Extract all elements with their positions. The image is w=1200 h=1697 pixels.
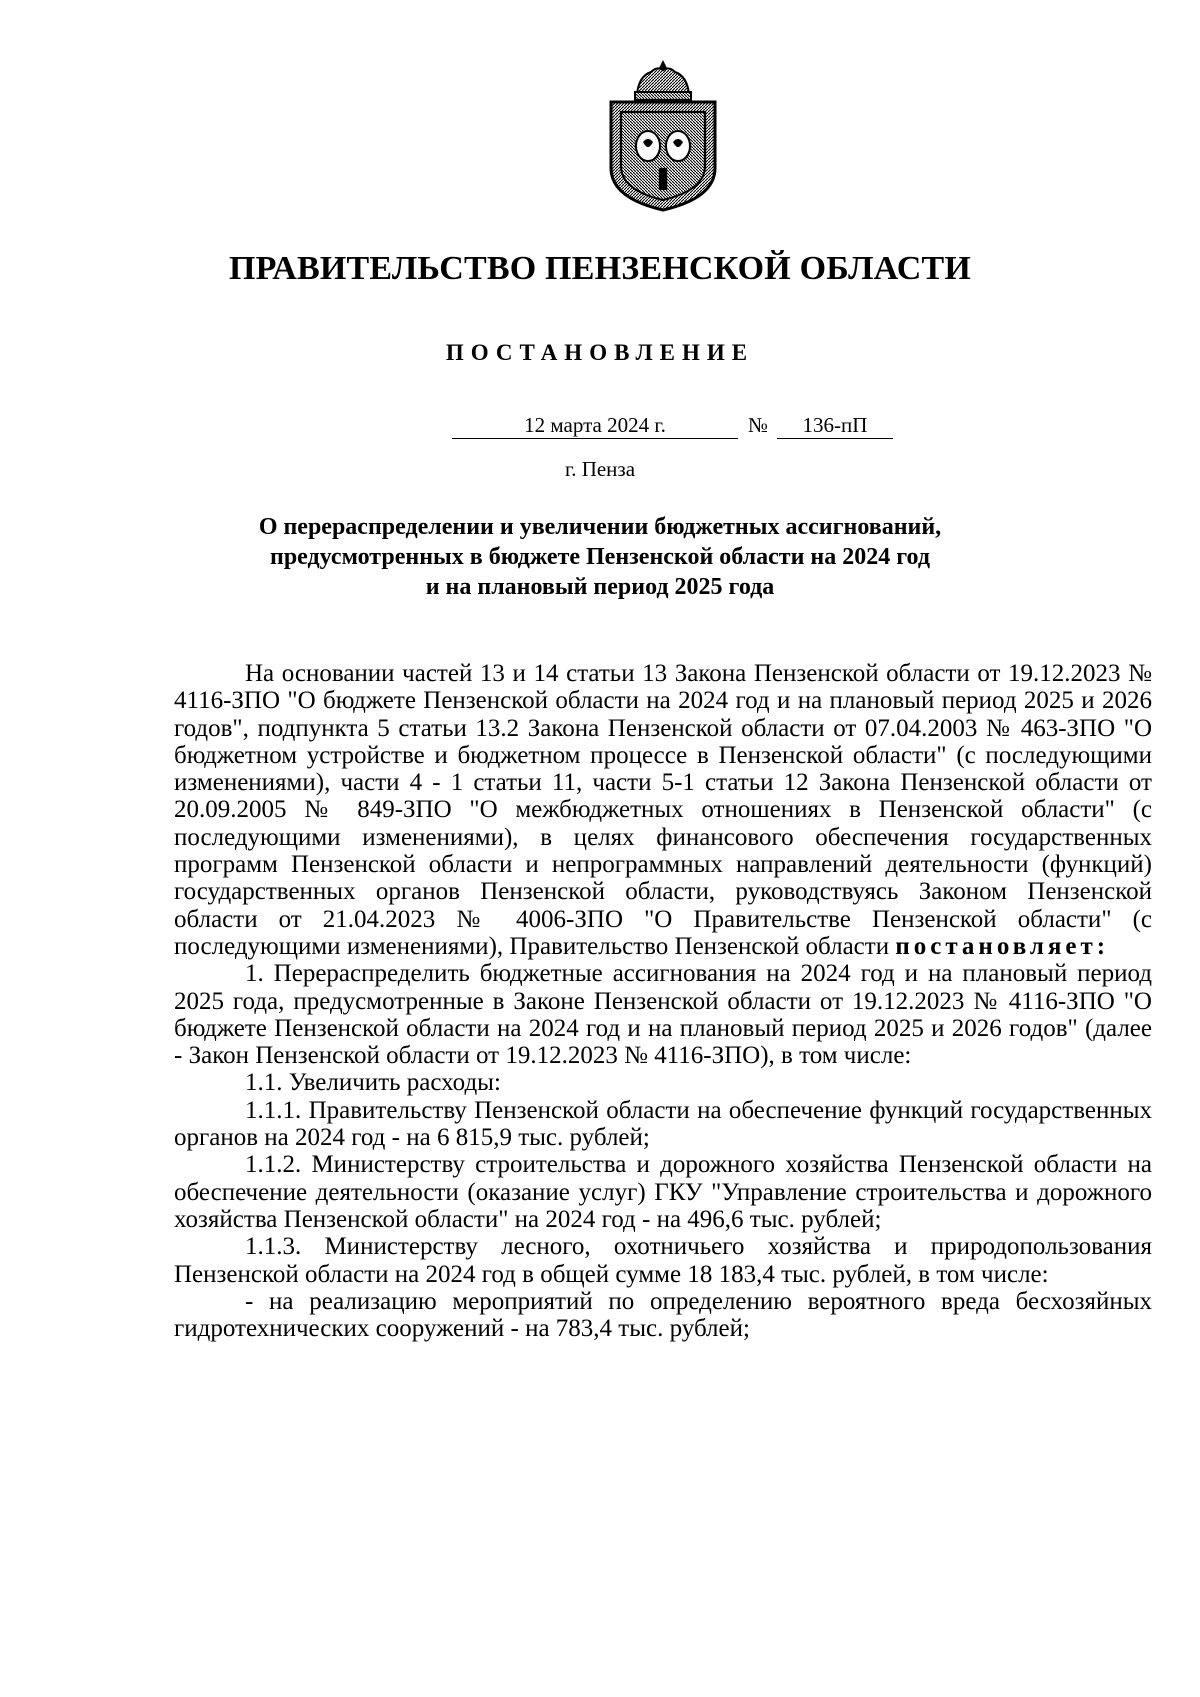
date-number-line [0,412,1200,448]
coat-of-arms-emblem [603,58,723,214]
document-type: ПОСТАНОВЛЕНИЕ [445,340,755,365]
preamble-text: На основании частей 13 и 14 статьи 13 Закона Пензенской области от 19.12.2023 № 4116-ЗПО "О бюджете Пензенской области на 2024 год и на плановый период 2025 и 2026 годов", подпункта 5 статьи 13.2 Закона Пензенской области от 07.04.2003 № 463-ЗПО "О бюджетном устройстве и бюджетном процессе в Пензенской области" (с последующими изменениями), части 4 - 1 статьи 11, части 5-1 статьи 12 Закона Пензенской области от 20.09.2005 № 849-ЗПО "О межбюджетных отношениях в Пензенской области" (с последующими изменениями), в целях финансового обеспечения государственных программ Пензенской области и непрограммных направлений деятельности (функций) государственных органов Пензенской области, руководствуясь Законом Пензенской области от 21.04.2023 № 4006-ЗПО "О Правительстве Пензенской области" (с последующими изменениями), Правительство Пензенской области [174,660,1152,960]
government-title: ПРАВИТЕЛЬСТВО ПЕНЗЕНСКОЙ ОБЛАСТИ [228,250,971,287]
decree-word: постановляет: [895,932,1110,960]
item-paragraph: 1.1.3. Министерству лесного, охотничьего хозяйства и природопользования Пензенской области на 2024 год в общей сумме 18 183,4 тыс. рублей, в том числе: [174,1233,1152,1288]
document-date: 12 марта 2024 г. [452,412,738,439]
subject-line: предусмотренных в бюджете Пензенской области на 2024 год [270,544,930,570]
preamble-paragraph [174,660,1152,960]
item-paragraph: - на реализацию мероприятий по определению вероятного вреда бесхозяйных гидротехнических сооружений - на 783,4 тыс. рублей; [174,1287,1152,1343]
subject-line: О перераспределении и увеличении бюджетных ассигнований, [258,514,942,540]
document-number: 136-пП [777,412,893,439]
item-paragraph: 1. Перераспределить бюджетные ассигнования на 2024 год и на плановый период 2025 года, предусмотренные в Законе Пензенской области от 19.12.2023 № 4116-ЗПО "О бюджете Пензенской области на 2024 год и на плановый период 2025 и 2026 годов" (далее - Закон Пензенской области от 19.12.2023 № 4116-ЗПО), в том числе: [174,960,1152,1070]
subject-line: и на плановый период 2025 года [425,574,775,600]
item-paragraph: 1.1.1. Правительству Пензенской области на обеспечение функций государственных органов на 2024 год - на 6 815,9 тыс. рублей; [174,1096,1152,1152]
item-paragraph: 1.1.2. Министерству строительства и дорожного хозяйства Пензенской области на обеспечение деятельности (оказание услуг) ГКУ "Управление строительства и дорожного хозяйства Пензенской области" на 2024 год - на 496,6 тыс. рублей; [174,1151,1152,1233]
document-city: г. Пенза [564,457,636,481]
number-sign: № [748,413,769,437]
item-paragraph: 1.1. Увеличить расходы: [245,1069,501,1097]
document-subject [180,512,1020,602]
document-body [174,660,1152,1342]
